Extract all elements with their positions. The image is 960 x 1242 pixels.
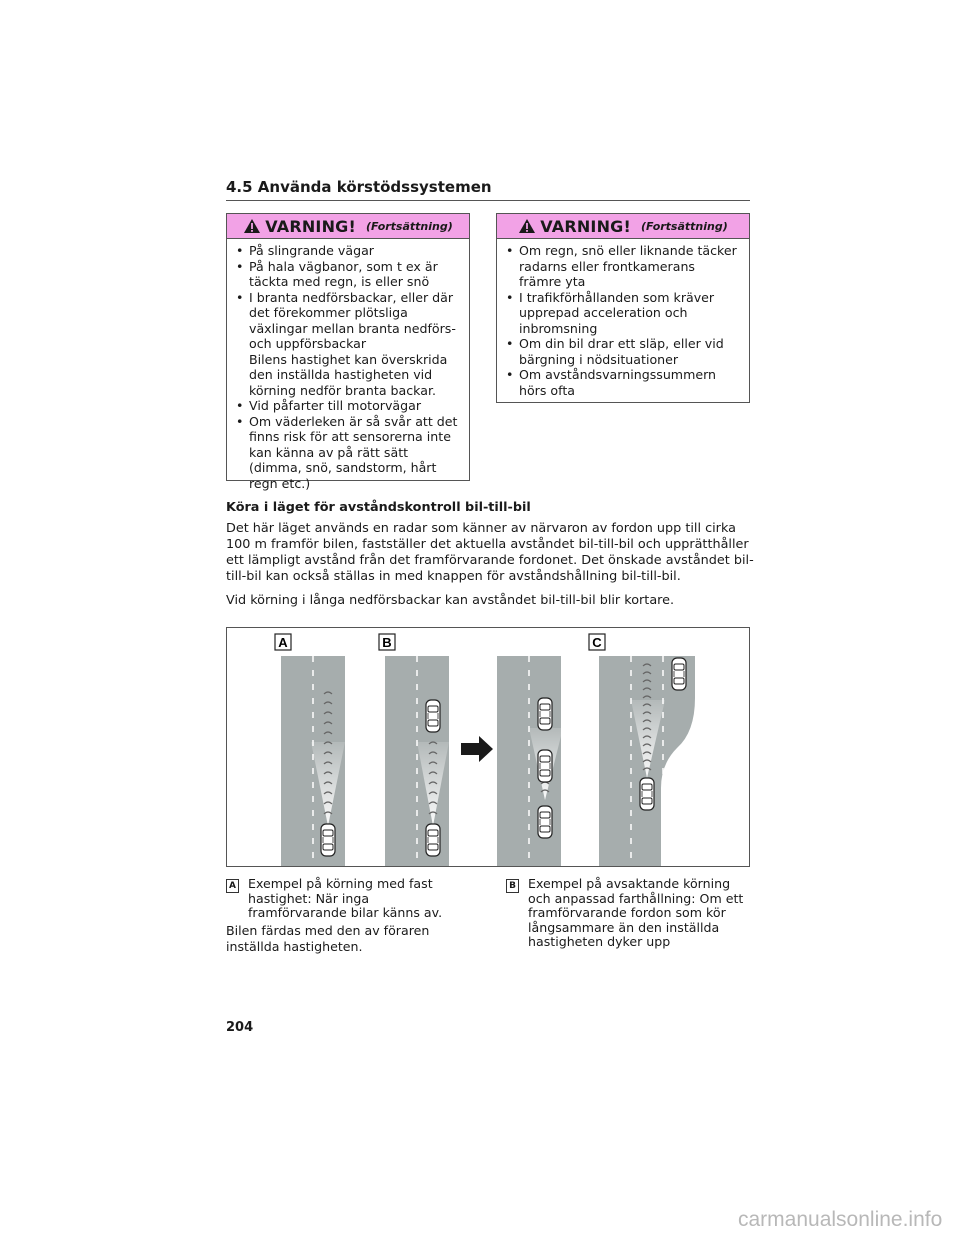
warning-title: VARNING!: [540, 216, 631, 236]
section-title: 4.5 Använda körstödssystemen: [226, 178, 750, 201]
warning-continued: (Fortsättning): [366, 219, 453, 233]
list-item: • Om din bil drar ett släp, eller vid bärgning i nödsituationer: [505, 336, 741, 367]
illustration-svg: [227, 628, 750, 867]
warning-triangle-icon: [243, 218, 261, 234]
caption-a-sub: Bilen färdas med den av föraren inställda hastigheten.: [226, 923, 430, 954]
warning-continued: (Fortsättning): [641, 219, 728, 233]
list-item: • I branta nedförsbackar, eller där det förekommer plötsliga växlingar mellan branta nedförs- och uppförsbackar Bilens hastighet kan överskrida den inställda hastigheten vid körning nedför branta backar.: [235, 290, 461, 399]
caption-b: Exempel på avsaktande körning och anpassad farthållning: Om ett framförvarande fordon som kör långsammare än den inställda hastigheten dyker upp: [528, 876, 744, 949]
list-item: • Om avståndsvarningssummern hörs ofta: [505, 367, 741, 398]
label-a: A: [278, 635, 288, 650]
page-number: 204: [226, 1020, 254, 1035]
list-item: • Om väderleken är så svår att det finns risk för att sensorerna inte kan känna av på rätt sätt (dimma, snö, sandstorm, hårt regn etc.): [235, 414, 461, 492]
warning-triangle-icon: [518, 218, 536, 234]
caption-letter-a: A: [226, 879, 239, 893]
list-item: • På slingrande vägar: [235, 243, 461, 259]
caption-letter-b: B: [506, 879, 519, 893]
label-c: C: [592, 635, 602, 650]
warning-list: [227, 243, 469, 491]
warning-title: VARNING!: [265, 216, 356, 236]
warning-header: [227, 214, 469, 239]
label-b: B: [382, 635, 392, 650]
list-item: • På hala vägbanor, som t ex är täckta med regn, is eller snö: [235, 259, 461, 290]
caption-a: Exempel på körning med fast hastighet: När inga framförvarande bilar känns av.: [248, 876, 443, 920]
subheading: Köra i läget för avståndskontroll bil-till-bil: [226, 500, 531, 515]
distance-control-illustration: [226, 627, 750, 867]
list-item-extra: Bilens hastighet kan överskrida den inställda hastigheten vid körning nedför branta backar.: [249, 351, 448, 398]
arrow-right-icon: [461, 736, 493, 762]
watermark: carmanualsonline.info: [738, 1208, 943, 1231]
paragraph-2: Vid körning i långa nedförsbackar kan avståndet bil-till-bil blir kortare.: [226, 593, 675, 608]
paragraph-1: Det här läget används en radar som känner av närvaron av fordon upp till cirka 100 m framför bilen, fastställer det aktuella avståndet bil-till-bil och upprätthåller ett lämpligt avstånd från det framförvarande fordonet. Det önskade avståndet bil-till-bil kan också ställas in med knappen för avståndshållning bil-till-bil.: [226, 521, 754, 584]
list-item: • Om regn, snö eller liknande täcker radarns eller frontkamerans främre yta: [505, 243, 741, 290]
warning-list: [497, 243, 749, 398]
list-item: • I trafikförhållanden som kräver upprepad acceleration och inbromsning: [505, 290, 741, 337]
warning-box-right: [496, 213, 750, 403]
warning-box-left: [226, 213, 470, 491]
list-item: • Vid påfarter till motorvägar: [235, 398, 461, 414]
warning-header: [497, 214, 749, 239]
